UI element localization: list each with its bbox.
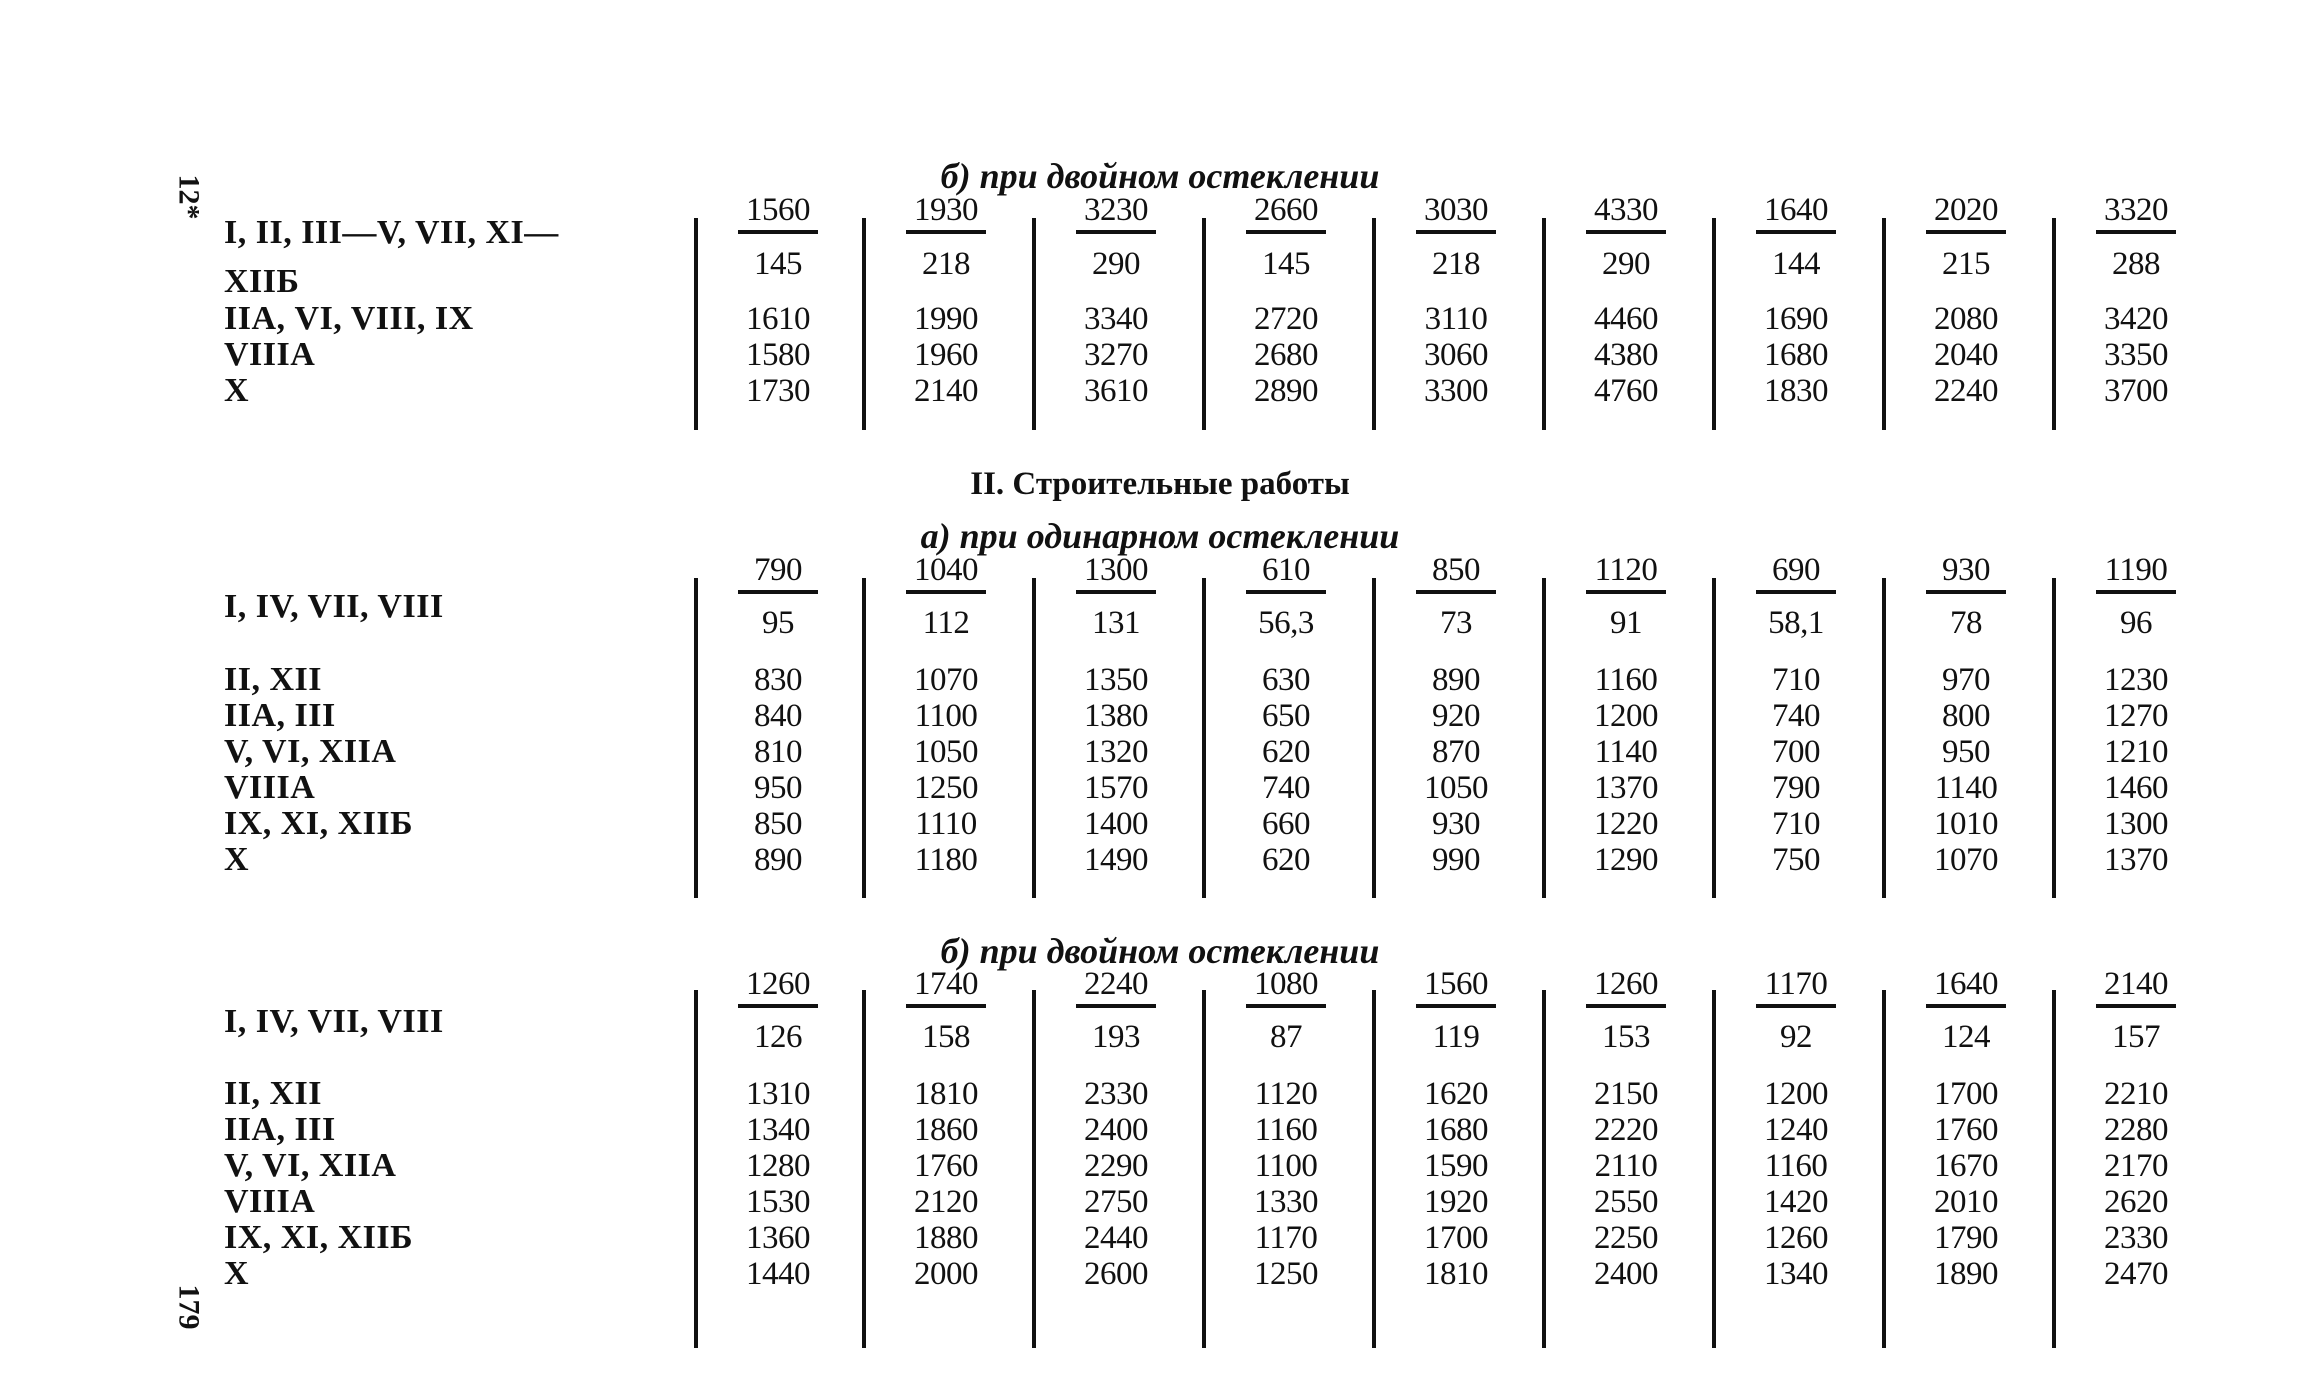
table-cell: 1920 xyxy=(1424,1184,1488,1220)
row-label: II, XII xyxy=(224,661,322,698)
table-cell: 1320 xyxy=(1084,734,1148,770)
fraction-denominator: 193 xyxy=(1092,1019,1140,1055)
table-cell: 1760 xyxy=(914,1148,978,1184)
fraction-denominator: 218 xyxy=(922,246,970,282)
table-cell: 1300 xyxy=(2104,806,2168,842)
fraction-numerator: 2660 xyxy=(1246,192,1326,234)
table-cell: 1830 xyxy=(1764,373,1828,409)
row-label: IX, XI, XIIБ xyxy=(224,805,414,842)
table-cell: 1340 xyxy=(1764,1256,1828,1292)
table-cell: 850 xyxy=(754,806,802,842)
table-cell: 2600 xyxy=(1084,1256,1148,1292)
table-cell: 1050 xyxy=(1424,770,1488,806)
table-cell: 4380 xyxy=(1594,337,1658,373)
table-cell: 2290 xyxy=(1084,1148,1148,1184)
table-cell: 1460 xyxy=(2104,770,2168,806)
table-cell: 2240 xyxy=(1934,373,1998,409)
table-cell: 2140 xyxy=(914,373,978,409)
table-cell: 750 xyxy=(1772,842,1820,878)
row-label: I, II, III—V, VII, XI— xyxy=(224,214,559,251)
fraction-numerator: 1300 xyxy=(1076,552,1156,594)
fraction-denominator: 112 xyxy=(922,605,970,641)
table-cell: 1200 xyxy=(1764,1076,1828,1112)
table-cell: 1620 xyxy=(1424,1076,1488,1112)
fraction-numerator: 3230 xyxy=(1076,192,1156,234)
table-cell: 1230 xyxy=(2104,662,2168,698)
fraction-numerator: 1190 xyxy=(2096,552,2176,594)
table-cell: 2210 xyxy=(2104,1076,2168,1112)
fraction-denominator: 95 xyxy=(762,605,794,641)
fraction-numerator: 1260 xyxy=(1586,966,1666,1008)
fraction-denominator: 87 xyxy=(1270,1019,1302,1055)
column-divider xyxy=(694,218,698,430)
column-divider xyxy=(1032,218,1036,430)
fraction-numerator: 1740 xyxy=(906,966,986,1008)
page-margin-mark-top: 12* xyxy=(172,174,206,220)
table-cell: 620 xyxy=(1262,734,1310,770)
fraction-numerator: 4330 xyxy=(1586,192,1666,234)
fraction-numerator: 1170 xyxy=(1756,966,1836,1008)
table-cell: 1160 xyxy=(1764,1148,1828,1184)
table-cell: 920 xyxy=(1432,698,1480,734)
table-cell: 630 xyxy=(1262,662,1310,698)
row-label: V, VI, XIIA xyxy=(224,1147,397,1184)
fraction-numerator: 1560 xyxy=(1416,966,1496,1008)
row-label: IIA, III xyxy=(224,697,336,734)
table-cell: 1140 xyxy=(1594,734,1658,770)
table-cell: 650 xyxy=(1262,698,1310,734)
table-cell: 1140 xyxy=(1934,770,1998,806)
column-divider xyxy=(2052,218,2056,430)
column-divider xyxy=(1882,218,1886,430)
table-cell: 2890 xyxy=(1254,373,1318,409)
fraction-numerator: 2240 xyxy=(1076,966,1156,1008)
table-cell: 930 xyxy=(1432,806,1480,842)
table-cell: 4460 xyxy=(1594,301,1658,337)
table-cell: 1670 xyxy=(1934,1148,1998,1184)
table-cell: 1680 xyxy=(1764,337,1828,373)
table-cell: 740 xyxy=(1262,770,1310,806)
column-divider xyxy=(862,578,866,898)
row-label: X xyxy=(224,372,250,409)
row-label: VIIIA xyxy=(224,769,316,806)
table-cell: 2120 xyxy=(914,1184,978,1220)
fraction-numerator: 2020 xyxy=(1926,192,2006,234)
section-subtitle: б) при двойном остеклении xyxy=(940,931,1380,971)
table-cell: 2440 xyxy=(1084,1220,1148,1256)
row-label: X xyxy=(224,1255,250,1292)
fraction-denominator: 91 xyxy=(1610,605,1642,641)
table-cell: 1370 xyxy=(2104,842,2168,878)
table-cell: 1880 xyxy=(914,1220,978,1256)
table-cell: 1260 xyxy=(1764,1220,1828,1256)
column-divider xyxy=(1882,578,1886,898)
column-divider xyxy=(1882,990,1886,1348)
table-cell: 950 xyxy=(1942,734,1990,770)
table-cell: 2330 xyxy=(2104,1220,2168,1256)
table-cell: 1680 xyxy=(1424,1112,1488,1148)
table-cell: 3060 xyxy=(1424,337,1488,373)
table-cell: 1310 xyxy=(746,1076,810,1112)
table-cell: 2040 xyxy=(1934,337,1998,373)
fraction-denominator: 218 xyxy=(1432,246,1480,282)
table-cell: 3610 xyxy=(1084,373,1148,409)
table-cell: 3270 xyxy=(1084,337,1148,373)
table-cell: 710 xyxy=(1772,806,1820,842)
column-divider xyxy=(1032,578,1036,898)
fraction-numerator: 610 xyxy=(1246,552,1326,594)
column-divider xyxy=(1712,990,1716,1348)
table-cell: 660 xyxy=(1262,806,1310,842)
table-cell: 1270 xyxy=(2104,698,2168,734)
row-label: IIА, VI, VIII, IX xyxy=(224,300,474,337)
table-cell: 1530 xyxy=(746,1184,810,1220)
table-cell: 2750 xyxy=(1084,1184,1148,1220)
fraction-numerator: 790 xyxy=(738,552,818,594)
column-divider xyxy=(1202,578,1206,898)
fraction-denominator: 119 xyxy=(1432,1019,1480,1055)
table-cell: 1280 xyxy=(746,1148,810,1184)
table-cell: 1100 xyxy=(1254,1148,1318,1184)
table-cell: 3420 xyxy=(2104,301,2168,337)
row-label: VIIIA xyxy=(224,336,316,373)
fraction-denominator: 58,1 xyxy=(1768,605,1824,641)
row-label: X xyxy=(224,841,250,878)
table-cell: 1240 xyxy=(1764,1112,1828,1148)
row-label: I, IV, VII, VIII xyxy=(224,1003,444,1040)
table-cell: 1440 xyxy=(746,1256,810,1292)
table-cell: 1250 xyxy=(914,770,978,806)
table-cell: 3300 xyxy=(1424,373,1488,409)
table-cell: 2250 xyxy=(1594,1220,1658,1256)
fraction-denominator: 157 xyxy=(2112,1019,2160,1055)
table-cell: 810 xyxy=(754,734,802,770)
table-cell: 2010 xyxy=(1934,1184,1998,1220)
fraction-numerator: 1560 xyxy=(738,192,818,234)
table-cell: 2000 xyxy=(914,1256,978,1292)
table-cell: 1070 xyxy=(914,662,978,698)
fraction-numerator: 1930 xyxy=(906,192,986,234)
fraction-denominator: 73 xyxy=(1440,605,1472,641)
table-cell: 2720 xyxy=(1254,301,1318,337)
table-cell: 1330 xyxy=(1254,1184,1318,1220)
table-cell: 2080 xyxy=(1934,301,1998,337)
table-cell: 1700 xyxy=(1934,1076,1998,1112)
fraction-numerator: 930 xyxy=(1926,552,2006,594)
row-label: II, XII xyxy=(224,1075,322,1112)
table-cell: 3350 xyxy=(2104,337,2168,373)
table-cell: 1400 xyxy=(1084,806,1148,842)
table-cell: 2680 xyxy=(1254,337,1318,373)
fraction-denominator: 153 xyxy=(1602,1019,1650,1055)
fraction-denominator: 124 xyxy=(1942,1019,1990,1055)
table-cell: 4760 xyxy=(1594,373,1658,409)
fraction-denominator: 126 xyxy=(754,1019,802,1055)
fraction-numerator: 690 xyxy=(1756,552,1836,594)
fraction-denominator: 131 xyxy=(1092,605,1140,641)
table-cell: 1290 xyxy=(1594,842,1658,878)
fraction-numerator: 1260 xyxy=(738,966,818,1008)
column-divider xyxy=(1032,990,1036,1348)
table-cell: 1050 xyxy=(914,734,978,770)
table-cell: 1220 xyxy=(1594,806,1658,842)
table-cell: 1110 xyxy=(915,806,977,842)
table-cell: 1730 xyxy=(746,373,810,409)
table-cell: 2620 xyxy=(2104,1184,2168,1220)
fraction-denominator: 78 xyxy=(1950,605,1982,641)
column-divider xyxy=(862,218,866,430)
table-cell: 2170 xyxy=(2104,1148,2168,1184)
fraction-denominator: 145 xyxy=(754,246,802,282)
table-cell: 3340 xyxy=(1084,301,1148,337)
fraction-numerator: 2140 xyxy=(2096,966,2176,1008)
table-cell: 1860 xyxy=(914,1112,978,1148)
column-divider xyxy=(1372,578,1376,898)
table-cell: 1340 xyxy=(746,1112,810,1148)
fraction-numerator: 1640 xyxy=(1926,966,2006,1008)
table-cell: 3110 xyxy=(1424,301,1488,337)
column-divider xyxy=(1372,218,1376,430)
fraction-denominator: 158 xyxy=(922,1019,970,1055)
table-cell: 1610 xyxy=(746,301,810,337)
table-cell: 1700 xyxy=(1424,1220,1488,1256)
table-cell: 1420 xyxy=(1764,1184,1828,1220)
column-divider xyxy=(1202,218,1206,430)
table-cell: 1200 xyxy=(1594,698,1658,734)
table-cell: 1100 xyxy=(914,698,978,734)
row-label: IIA, III xyxy=(224,1111,336,1148)
table-cell: 1990 xyxy=(914,301,978,337)
fraction-denominator: 290 xyxy=(1602,246,1650,282)
table-cell: 1890 xyxy=(1934,1256,1998,1292)
table-cell: 2220 xyxy=(1594,1112,1658,1148)
table-cell: 1370 xyxy=(1594,770,1658,806)
table-cell: 1250 xyxy=(1254,1256,1318,1292)
table-cell: 3700 xyxy=(2104,373,2168,409)
column-divider xyxy=(1542,578,1546,898)
table-cell: 970 xyxy=(1942,662,1990,698)
table-cell: 740 xyxy=(1772,698,1820,734)
table-cell: 1490 xyxy=(1084,842,1148,878)
column-divider xyxy=(2052,990,2056,1348)
table-cell: 2110 xyxy=(1594,1148,1658,1184)
fraction-numerator: 1120 xyxy=(1586,552,1666,594)
table-cell: 830 xyxy=(754,662,802,698)
table-cell: 790 xyxy=(1772,770,1820,806)
row-label: V, VI, XIIA xyxy=(224,733,397,770)
row-label: XIIБ xyxy=(224,263,300,300)
fraction-numerator: 3320 xyxy=(2096,192,2176,234)
fraction-denominator: 290 xyxy=(1092,246,1140,282)
table-cell: 1690 xyxy=(1764,301,1828,337)
section-subtitle: а) при одинарном остеклении xyxy=(920,516,1400,556)
table-cell: 620 xyxy=(1262,842,1310,878)
column-divider xyxy=(694,990,698,1348)
table-cell: 1170 xyxy=(1254,1220,1318,1256)
table-cell: 1790 xyxy=(1934,1220,1998,1256)
table-cell: 1590 xyxy=(1424,1148,1488,1184)
fraction-denominator: 145 xyxy=(1262,246,1310,282)
column-divider xyxy=(1712,218,1716,430)
table-cell: 870 xyxy=(1432,734,1480,770)
table-cell: 840 xyxy=(754,698,802,734)
table-cell: 1010 xyxy=(1934,806,1998,842)
table-cell: 2150 xyxy=(1594,1076,1658,1112)
table-cell: 1180 xyxy=(914,842,978,878)
column-divider xyxy=(1712,578,1716,898)
fraction-numerator: 850 xyxy=(1416,552,1496,594)
fraction-denominator: 288 xyxy=(2112,246,2160,282)
table-cell: 1070 xyxy=(1934,842,1998,878)
table-cell: 1360 xyxy=(746,1220,810,1256)
table-cell: 2400 xyxy=(1594,1256,1658,1292)
fraction-numerator: 1040 xyxy=(906,552,986,594)
table-cell: 1160 xyxy=(1594,662,1658,698)
fraction-numerator: 3030 xyxy=(1416,192,1496,234)
table-cell: 2470 xyxy=(2104,1256,2168,1292)
table-cell: 800 xyxy=(1942,698,1990,734)
column-divider xyxy=(1202,990,1206,1348)
table-cell: 1580 xyxy=(746,337,810,373)
column-divider xyxy=(694,578,698,898)
column-divider xyxy=(2052,578,2056,898)
table-cell: 1960 xyxy=(914,337,978,373)
table-cell: 1210 xyxy=(2104,734,2168,770)
table-cell: 1380 xyxy=(1084,698,1148,734)
row-label: IX, XI, XIIБ xyxy=(224,1219,414,1256)
fraction-numerator: 1080 xyxy=(1246,966,1326,1008)
table-cell: 2550 xyxy=(1594,1184,1658,1220)
table-cell: 1810 xyxy=(1424,1256,1488,1292)
table-cell: 1570 xyxy=(1084,770,1148,806)
column-divider xyxy=(1542,990,1546,1348)
table-cell: 700 xyxy=(1772,734,1820,770)
table-cell: 1760 xyxy=(1934,1112,1998,1148)
table-cell: 1810 xyxy=(914,1076,978,1112)
table-cell: 990 xyxy=(1432,842,1480,878)
table-cell: 2280 xyxy=(2104,1112,2168,1148)
table-cell: 890 xyxy=(1432,662,1480,698)
table-cell: 1350 xyxy=(1084,662,1148,698)
fraction-denominator: 92 xyxy=(1780,1019,1812,1055)
column-divider xyxy=(862,990,866,1348)
table-cell: 2400 xyxy=(1084,1112,1148,1148)
fraction-denominator: 144 xyxy=(1772,246,1820,282)
table-cell: 1160 xyxy=(1254,1112,1318,1148)
fraction-denominator: 215 xyxy=(1942,246,1990,282)
column-divider xyxy=(1542,218,1546,430)
column-divider xyxy=(1372,990,1376,1348)
table-cell: 950 xyxy=(754,770,802,806)
table-cell: 2330 xyxy=(1084,1076,1148,1112)
table-cell: 710 xyxy=(1772,662,1820,698)
page-number: 179 xyxy=(172,1284,206,1330)
section-title: II. Строительные работы xyxy=(970,466,1350,502)
fraction-denominator: 56,3 xyxy=(1258,605,1314,641)
row-label: I, IV, VII, VIII xyxy=(224,588,444,625)
fraction-numerator: 1640 xyxy=(1756,192,1836,234)
section-subtitle: б) при двойном остеклении xyxy=(940,156,1380,196)
table-cell: 890 xyxy=(754,842,802,878)
fraction-denominator: 96 xyxy=(2120,605,2152,641)
table-cell: 1120 xyxy=(1254,1076,1318,1112)
row-label: VIIIA xyxy=(224,1183,316,1220)
